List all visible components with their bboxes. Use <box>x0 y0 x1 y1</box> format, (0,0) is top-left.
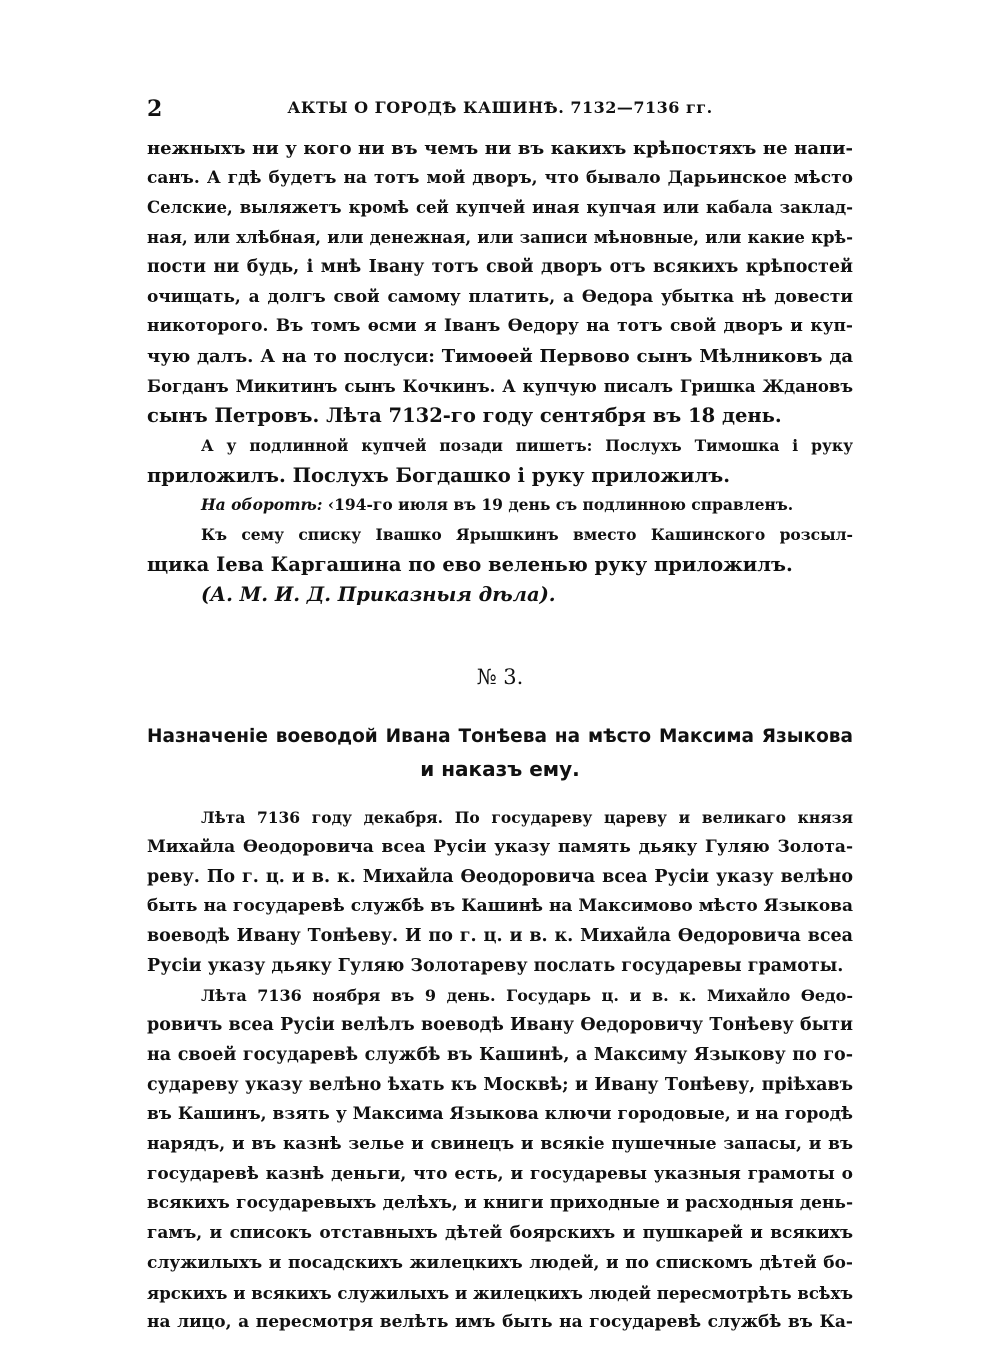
text-line: ровичъ всеа Русіи велѣлъ воеводѣ Ивану Ѳедоровичу Тонѣеву быти <box>147 1015 853 1036</box>
text-line: Къ сему списку Івашко Ярышкинъ вместо Кашинского розсыл- <box>201 525 853 545</box>
text-line: нарядъ, и въ казнѣ зелье и свинецъ и всякіе пушечные запасы, и въ <box>147 1133 853 1154</box>
title-line: и наказъ ему. <box>420 757 580 782</box>
reverse-text: ‹194-го июля въ 19 день съ подлинною справленъ. <box>322 495 794 515</box>
text-line: на лицо, а пересмотря велѣть имъ быть на государевѣ службѣ въ Ка- <box>147 1312 853 1333</box>
text-line: Богданъ Микитинъ сынъ Кочкинъ. А купчую писалъ Гришка Ждановъ <box>147 376 853 396</box>
text-line: судареву указу велѣно ѣхать къ Москвѣ; и Ивану Тонѣеву, пріѣхавъ <box>147 1074 853 1095</box>
text-line: пости ни будь, і мнѣ Івану тотъ свой дворъ отъ всякихъ крѣпостей <box>147 256 853 277</box>
running-head <box>147 96 853 126</box>
text-line: чую далъ. А на то послуси: Тимоѳей Первово сынъ Мѣлниковъ да <box>147 345 853 367</box>
reverse-label: На оборотѣ: <box>201 495 323 515</box>
document-3-text <box>147 803 853 1338</box>
text-line: Селские, выляжетъ кромѣ сей купчей иная купчая или кабала заклад- <box>147 198 853 218</box>
reverse-note <box>147 490 853 520</box>
text-line: Русіи указу дьяку Гуляю Золотареву послать государевы грамоты. <box>147 955 844 976</box>
text-line: на своей государевѣ службѣ въ Кашинѣ, а Максиму Языкову по го- <box>147 1044 853 1065</box>
text-line: Лѣта 7136 ноября въ 9 день. Государь ц. и в. к. Михайло Ѳедо- <box>201 986 853 1006</box>
text-line: служилыхъ и посадскихъ жилецкихъ людей, и по спискомъ дѣтей бо- <box>147 1252 853 1273</box>
text-line: никоторого. Въ томъ ѳсми я Іванъ Ѳедору на тотъ свой дворъ и куп- <box>147 316 853 337</box>
text-line: приложилъ. Послухъ Богдашко і руку приложилъ. <box>147 463 730 487</box>
text-line: гамъ, и списокъ отставныхъ дѣтей боярскихъ и пушкарей и всякихъ <box>147 1223 853 1244</box>
text-line: санъ. А гдѣ будетъ на тотъ мой дворъ, что бывало Дарьинское мѣсто <box>147 167 853 188</box>
text-line: ярскихъ и всякихъ служилыхъ и жилецкихъ людей пересмотрѣть всѣхъ <box>147 1283 853 1303</box>
document-2-continuation <box>147 134 853 609</box>
text-line: нежныхъ ни у кого ни въ чемъ ни въ какихъ крѣпостяхъ не напи- <box>147 138 853 159</box>
text-line: Михайла Ѳеодоровича всеа Русіи указу память дьяку Гуляю Золота- <box>147 836 853 857</box>
title-line: Назначеніе воеводой Ивана Тонѣева на мѣсто Максима Языкова <box>147 726 853 748</box>
text-line: воеводѣ Ивану Тонѣеву. И по г. ц. и в. к. Михайла Ѳедоровича всеа <box>147 926 853 947</box>
page-number: 2 <box>147 96 163 122</box>
text-line: всякихъ государевыхъ делѣхъ, и книги приходные и расходныя день- <box>147 1193 853 1214</box>
document-number: № 3. <box>476 665 524 690</box>
text-line: сынъ Петровъ. Лѣта 7132-го году сентября въ 18 день. <box>147 404 782 428</box>
text-line: въ Кашинъ, взять у Максима Языкова ключи городовые, и на городѣ <box>147 1104 853 1125</box>
source-citation: (А. М. И. Д. Приказныя дѣла). <box>201 582 556 606</box>
text-line: Лѣта 7136 году декабря. По государеву цареву и великаго князя <box>201 808 853 828</box>
document-title <box>147 721 853 785</box>
text-line: щика Іева Каргашина по ево веленью руку приложилъ. <box>147 552 793 576</box>
text-line: быть на государевѣ службѣ въ Кашинѣ на Максимово мѣсто Языкова <box>147 896 853 917</box>
text-line: реву. По г. ц. и в. к. Михайла Ѳеодоровича всеа Русіи указу велѣно <box>147 866 853 887</box>
text-line: государевѣ казнѣ деньги, что есть, и государевы указныя грамоты о <box>147 1163 853 1184</box>
text-line: А у подлинной купчей позади пишетъ: Послухъ Тимошка і руку <box>201 436 853 456</box>
running-title: АКТЫ О ГОРОДѢ КАШИНѢ. 7132—7136 гг. <box>287 98 713 117</box>
text-line: очищать, а долгъ свой самому платить, а Ѳедора убытка нѣ довести <box>147 286 853 307</box>
text-line: ная, или хлѣбная, или денежная, или записи мѣновные, или какие крѣ- <box>147 228 853 248</box>
book-page <box>147 96 853 1338</box>
